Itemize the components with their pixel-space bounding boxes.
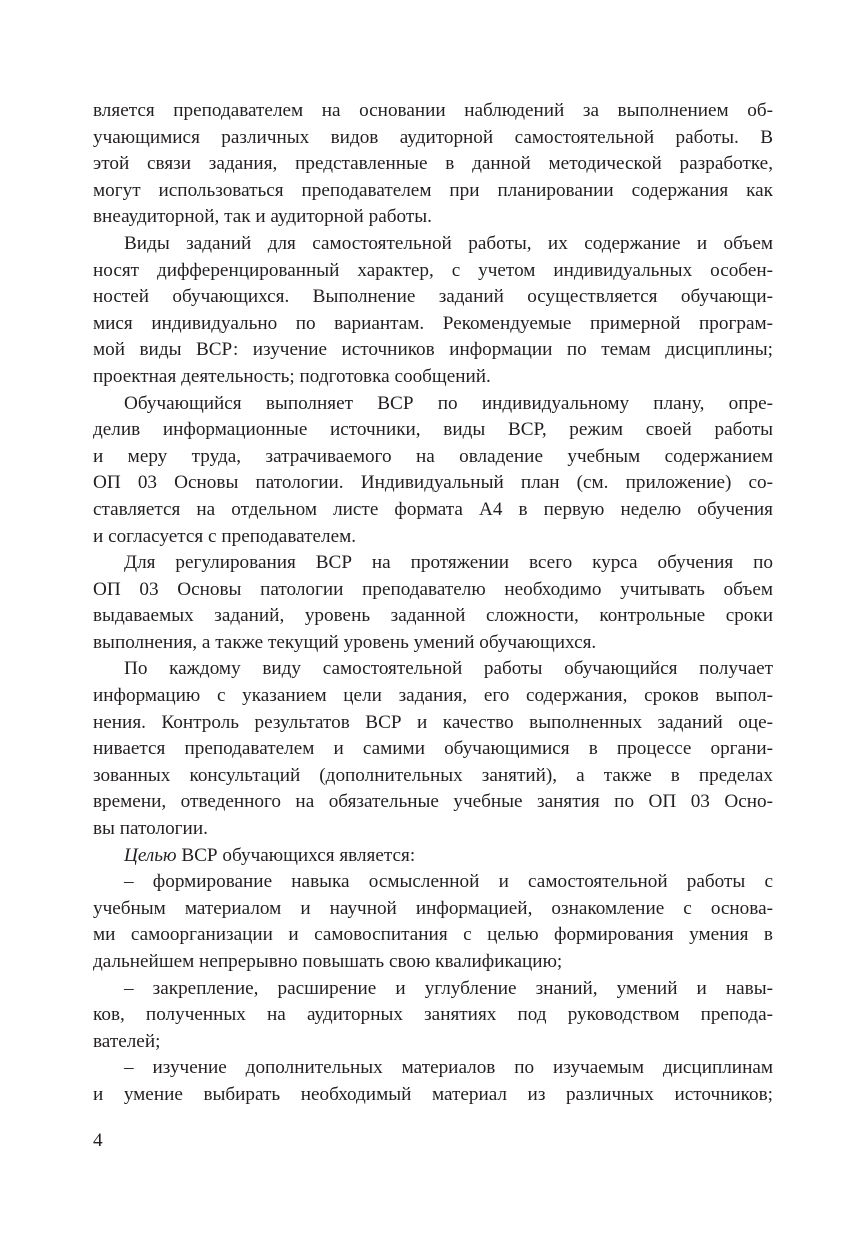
italic-term: Целью bbox=[124, 844, 177, 866]
text-line: – формирование навыка осмысленной и самостоятельной работы с bbox=[124, 871, 773, 893]
text-line: и умение выбирать необходимый материал из различных источников; bbox=[93, 1083, 773, 1105]
paragraph bbox=[93, 98, 773, 231]
text-line: мися индивидуально по вариантам. Рекомендуемые примерной програм- bbox=[93, 312, 773, 334]
text-line: проектная деятельность; подготовка сообщений. bbox=[93, 365, 491, 387]
text-line: ков, полученных на аудиторных занятиях под руководством препода- bbox=[93, 1004, 773, 1026]
text-line: и меру труда, затрачиваемого на овладение учебным содержанием bbox=[93, 445, 773, 467]
text-fragment: ВСР обучающихся является: bbox=[176, 844, 416, 866]
text-line: ностей обучающихся. Выполнение заданий осуществляется обучающи- bbox=[93, 286, 773, 308]
text-line: По каждому виду самостоятельной работы обучающийся получает bbox=[124, 658, 773, 680]
text-line: вы патологии. bbox=[93, 818, 208, 840]
list-item bbox=[93, 869, 773, 975]
text-line: Обучающийся выполняет ВСР по индивидуальному плану, опре- bbox=[124, 392, 773, 414]
text-line: мой виды ВСР: изучение источников информации по темам дисциплины; bbox=[93, 339, 773, 361]
text-line: Виды заданий для самостоятельной работы, их содержание и объем bbox=[124, 232, 773, 254]
text-line: внеаудиторной, так и аудиторной работы. bbox=[93, 206, 432, 228]
text-line: выдаваемых заданий, уровень заданной сложности, контрольные сроки bbox=[93, 605, 773, 627]
text-line: учающимися различных видов аудиторной самостоятельной работы. В bbox=[93, 126, 773, 148]
text-line: нивается преподавателем и самими обучающимися в процессе органи- bbox=[93, 738, 773, 760]
text-line: ОП 03 Основы патологии преподавателю необходимо учитывать объем bbox=[93, 578, 773, 600]
text-line: ставляется на отдельном листе формата А4 в первую неделю обучения bbox=[93, 498, 773, 520]
text-line: дальнейшем непрерывно повышать свою квалификацию; bbox=[93, 951, 563, 972]
text-line: информацию с указанием цели задания, его содержания, сроков выпол- bbox=[93, 685, 773, 707]
page-number: 4 bbox=[93, 1130, 103, 1151]
text-line bbox=[93, 843, 773, 870]
text-line: этой связи задания, представленные в данной методической разработке, bbox=[93, 153, 773, 175]
text-line: могут использоваться преподавателем при планировании содержания как bbox=[93, 179, 773, 201]
paragraph bbox=[93, 843, 773, 870]
text-line: времени, отведенного на обязательные учебные занятия по ОП 03 Осно- bbox=[93, 791, 773, 813]
text-line: Для регулирования ВСР на протяжении всего курса обучения по bbox=[124, 552, 773, 574]
text-line: и согласуется с преподавателем. bbox=[93, 525, 357, 547]
paragraph bbox=[93, 231, 773, 391]
text-line: зованных консультаций (дополнительных занятий), а также в пределах bbox=[93, 764, 773, 786]
text-line: делив информационные источники, виды ВСР, режим своей работы bbox=[93, 419, 773, 441]
page-body bbox=[93, 98, 773, 1109]
paragraph bbox=[93, 550, 773, 656]
list-item bbox=[93, 976, 773, 1056]
text-line: ОП 03 Основы патологии. Индивидуальный план (см. приложение) со- bbox=[93, 472, 773, 494]
text-line: вляется преподавателем на основании наблюдений за выполнением об- bbox=[93, 100, 773, 121]
text-line: – закрепление, расширение и углубление знаний, умений и навы- bbox=[124, 977, 773, 999]
text-line: носят дифференцированный характер, с учетом индивидуальных особен- bbox=[93, 259, 773, 281]
text-line: вателей; bbox=[93, 1030, 161, 1052]
paragraph bbox=[93, 656, 773, 842]
text-line: ми самоорганизации и самовоспитания с целью формирования умения в bbox=[93, 924, 773, 946]
text-line: нения. Контроль результатов ВСР и качество выполненных заданий оце- bbox=[93, 711, 773, 733]
text-line: выполнения, а также текущий уровень умений обучающихся. bbox=[93, 631, 597, 653]
text-line: – изучение дополнительных материалов по изучаемым дисциплинам bbox=[124, 1057, 773, 1079]
text-line: учебным материалом и научной информацией, ознакомление с основа- bbox=[93, 897, 773, 919]
paragraph bbox=[93, 391, 773, 551]
list-item bbox=[93, 1055, 773, 1108]
